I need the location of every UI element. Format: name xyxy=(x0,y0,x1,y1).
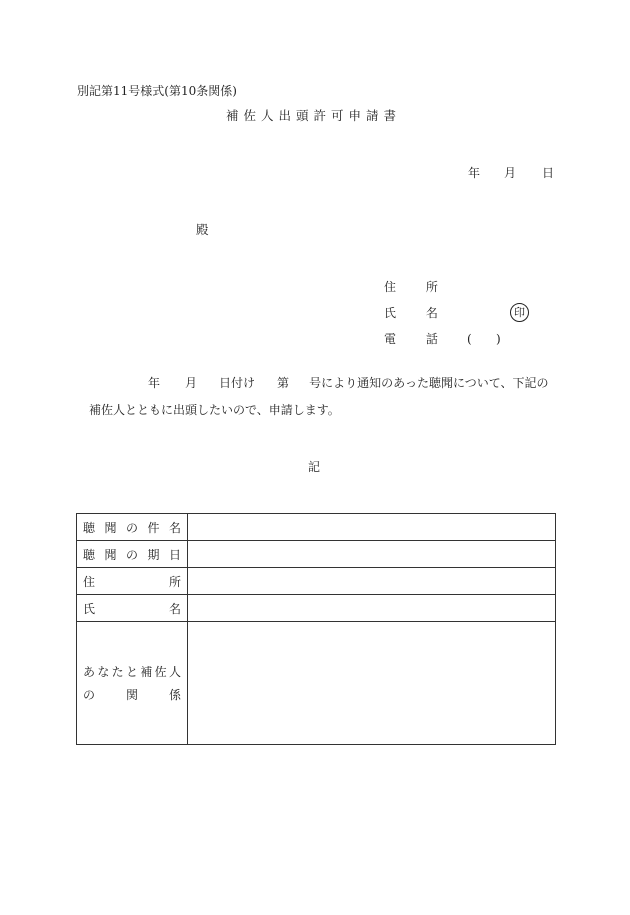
label-char: 聴 xyxy=(83,547,96,562)
label-char: と xyxy=(125,665,138,679)
detail-table xyxy=(76,513,556,745)
addressee-suffix: 殿 xyxy=(196,222,209,237)
table-row xyxy=(77,541,556,568)
date-year: 年 xyxy=(468,166,481,180)
label-char: 住 xyxy=(83,574,96,589)
ki-heading: 記 xyxy=(308,460,321,474)
assistant-address-label xyxy=(77,568,188,595)
label-char: 関 xyxy=(125,688,138,702)
date-month: 月 xyxy=(504,166,517,180)
relationship-label-line-1 xyxy=(83,663,181,680)
body-rest: 号により通知のあった聴聞について、下記の xyxy=(309,376,549,390)
relationship-value[interactable] xyxy=(188,622,556,745)
phone-paren-open: ( xyxy=(467,332,472,346)
label-char: 佐 xyxy=(154,665,167,679)
label-char: 人 xyxy=(168,665,181,679)
label-char: あ xyxy=(83,665,96,679)
hearing-date-label xyxy=(77,541,188,568)
body-day-dated: 日付け xyxy=(219,376,256,390)
label-char: 日 xyxy=(168,547,181,562)
label-char: 補 xyxy=(140,665,153,679)
table-row xyxy=(77,595,556,622)
hearing-case-value[interactable] xyxy=(188,514,556,541)
relationship-label-line-2 xyxy=(83,686,181,703)
table-row xyxy=(77,622,556,745)
hearing-case-label xyxy=(77,514,188,541)
assistant-address-value[interactable] xyxy=(188,568,556,595)
label-char: 名 xyxy=(168,601,181,616)
applicant-phone-label: 電 話 xyxy=(384,332,451,346)
applicant-address-label: 住 所 xyxy=(384,280,451,294)
label-char: 件 xyxy=(147,520,160,535)
form-number: 別記第11号様式(第10条関係) xyxy=(77,84,237,98)
phone-paren-close: ) xyxy=(496,332,501,346)
body-text-line-1 xyxy=(148,377,548,389)
label-char: た xyxy=(111,665,124,679)
relationship-label xyxy=(77,622,188,745)
label-char: 聞 xyxy=(104,520,117,535)
assistant-name-value[interactable] xyxy=(188,595,556,622)
body-year: 年 xyxy=(148,376,161,390)
label-char: 名 xyxy=(168,520,181,535)
table-row xyxy=(77,514,556,541)
label-char: 所 xyxy=(168,574,181,589)
label-char: の xyxy=(83,688,96,702)
label-char: な xyxy=(97,665,110,679)
date-day: 日 xyxy=(542,166,555,180)
label-char: 期 xyxy=(147,547,160,562)
label-char: 聴 xyxy=(83,520,96,535)
label-char: の xyxy=(125,547,138,562)
date-line xyxy=(468,167,554,179)
label-char: 係 xyxy=(168,688,181,702)
body-text-line-2: 補佐人とともに出頭したいので、申請します。 xyxy=(89,403,340,417)
assistant-name-label xyxy=(77,595,188,622)
document-title: 補佐人出頭許可申請書 xyxy=(226,108,402,123)
body-month: 月 xyxy=(185,376,198,390)
label-char: 氏 xyxy=(83,601,96,616)
label-char: 聞 xyxy=(104,547,117,562)
table-row xyxy=(77,568,556,595)
seal-mark: 印 xyxy=(510,303,529,322)
hearing-date-value[interactable] xyxy=(188,541,556,568)
label-char: の xyxy=(125,520,138,535)
applicant-name-label: 氏 名 xyxy=(384,306,451,320)
body-dai: 第 xyxy=(277,376,290,390)
